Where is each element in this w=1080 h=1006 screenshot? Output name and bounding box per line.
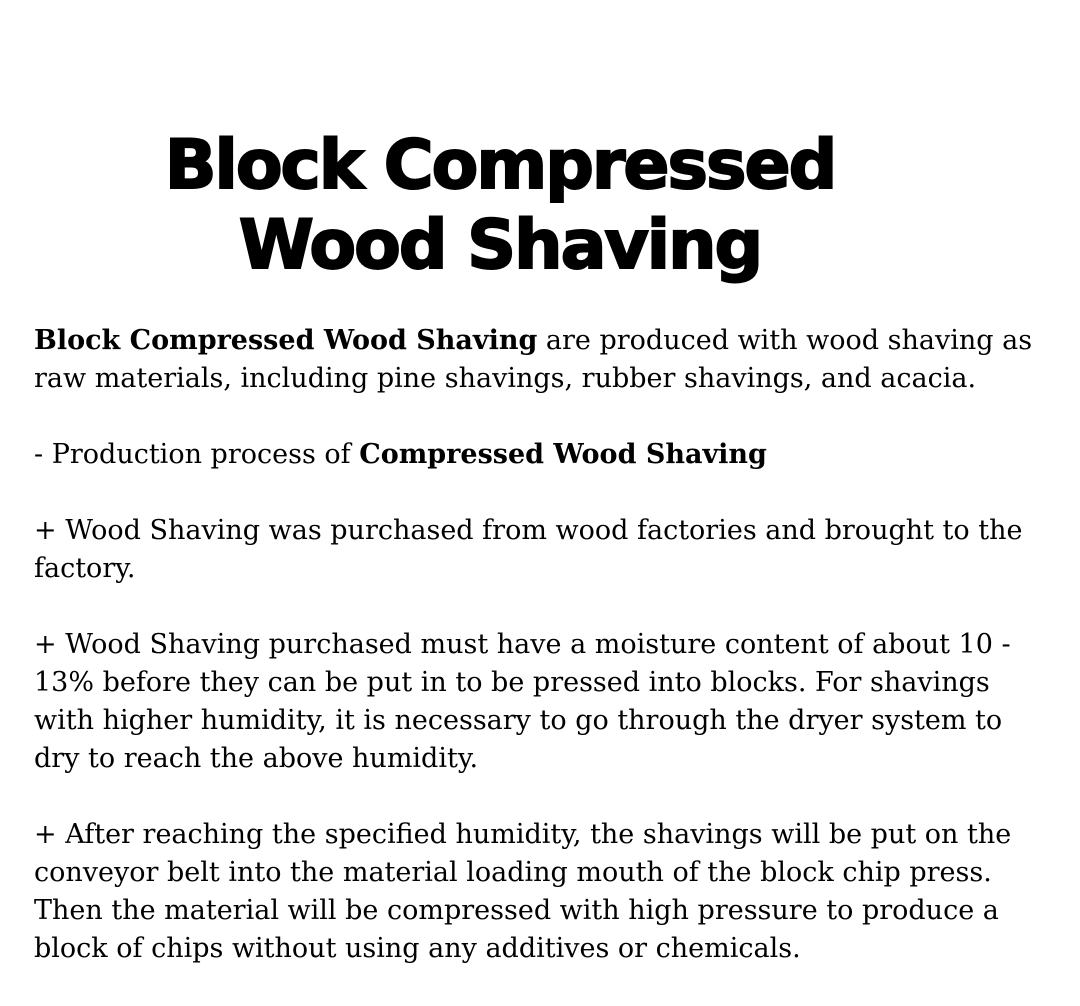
intro-text: are produced with wood shaving as raw materials, including pine shavings, rubber shavings, and acacia. <box>34 325 1033 394</box>
page-title-line-1: Block Compressed <box>164 125 836 205</box>
intro-product-name: Block Compressed Wood Shaving <box>34 325 538 356</box>
process-step-2: + Wood Shaving purchased must have a moisture content of about 10 - 13% before they can be put in to be pressed into blocks. For shavings with higher humidity, it is necessary to go through the dryer system to dry to reach the above humidity. <box>34 629 1011 774</box>
page-title-line-2: Wood Shaving <box>238 205 762 285</box>
process-step-3: + After reaching the specified humidity, the shavings will be put on the conveyor belt into the material loading mouth of the block chip press. Then the material will be compressed with high pressure to produce a block of chips without using any additives or chemicals. <box>34 819 1012 964</box>
process-heading-product: Compressed Wood Shaving <box>359 439 767 470</box>
process-step-1: + Wood Shaving was purchased from wood factories and brought to the factory. <box>34 515 1023 584</box>
process-heading-prefix: - Production process of <box>34 439 360 470</box>
intro-paragraph <box>34 322 1054 398</box>
article-body <box>34 322 1054 1006</box>
process-heading <box>34 436 1054 474</box>
page-title <box>0 126 1000 286</box>
